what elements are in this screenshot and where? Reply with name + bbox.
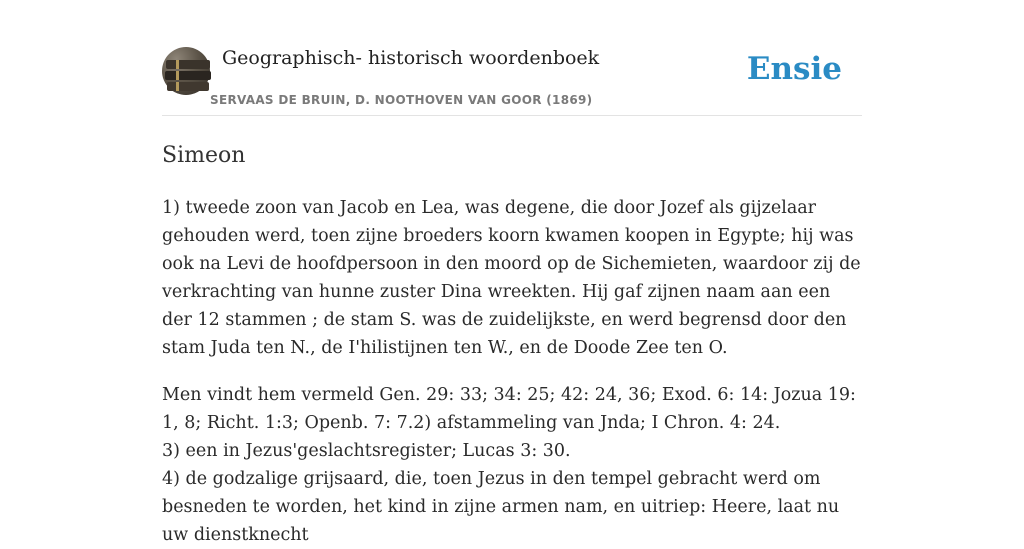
entry-paragraph: 1) tweede zoon van Jacob en Lea, was degene, die door Jozef als gijzelaar gehouden werd, toen zijne broeders koorn kwamen koopen in Egypte; hij was ook na Levi de hoofdpersoon in den moord op de Sichemieten, waardoor zij de verkrachting van hunne zuster Dina wreekten. Hij gaf zijnen naam aan een der 12 stammen ; de stam S. was de zuidelijkste, en werd begrensd door den stam Juda ten N., de I'hilistijnen ten W., en de Doode Zee ten O.: [162, 198, 861, 358]
entry-title: Simeon: [162, 143, 246, 168]
entry-body: [162, 194, 862, 549]
page: [162, 0, 862, 549]
book-header: [162, 46, 862, 116]
entry-paragraph: Men vindt hem vermeld Gen. 29: 33; 34: 25; 42: 24, 36; Exod. 6: 14: Jozua 19: 1, 8; Richt. 1:3; Openb. 7: 7.2) afstammeling van Jnda; I Chron. 4: 24. 3) een in Jezus'geslachtsregister; Lucas 3: 30. 4) de godzalige grijsaard, die, toen Jezus in den tempel gebracht werd om besneden te worden, het kind in zijne armen nam, en uitriep: Heere, laat nu uw dienstknecht: [162, 385, 856, 545]
book-cover-avatar[interactable]: [162, 47, 210, 95]
book-author-year: SERVAAS DE BRUIN, D. NOOTHOVEN VAN GOOR (1869): [210, 93, 593, 107]
brand-logo-link[interactable]: Ensie: [746, 51, 842, 87]
book-title-link[interactable]: Geographisch- historisch woordenboek: [222, 47, 600, 69]
